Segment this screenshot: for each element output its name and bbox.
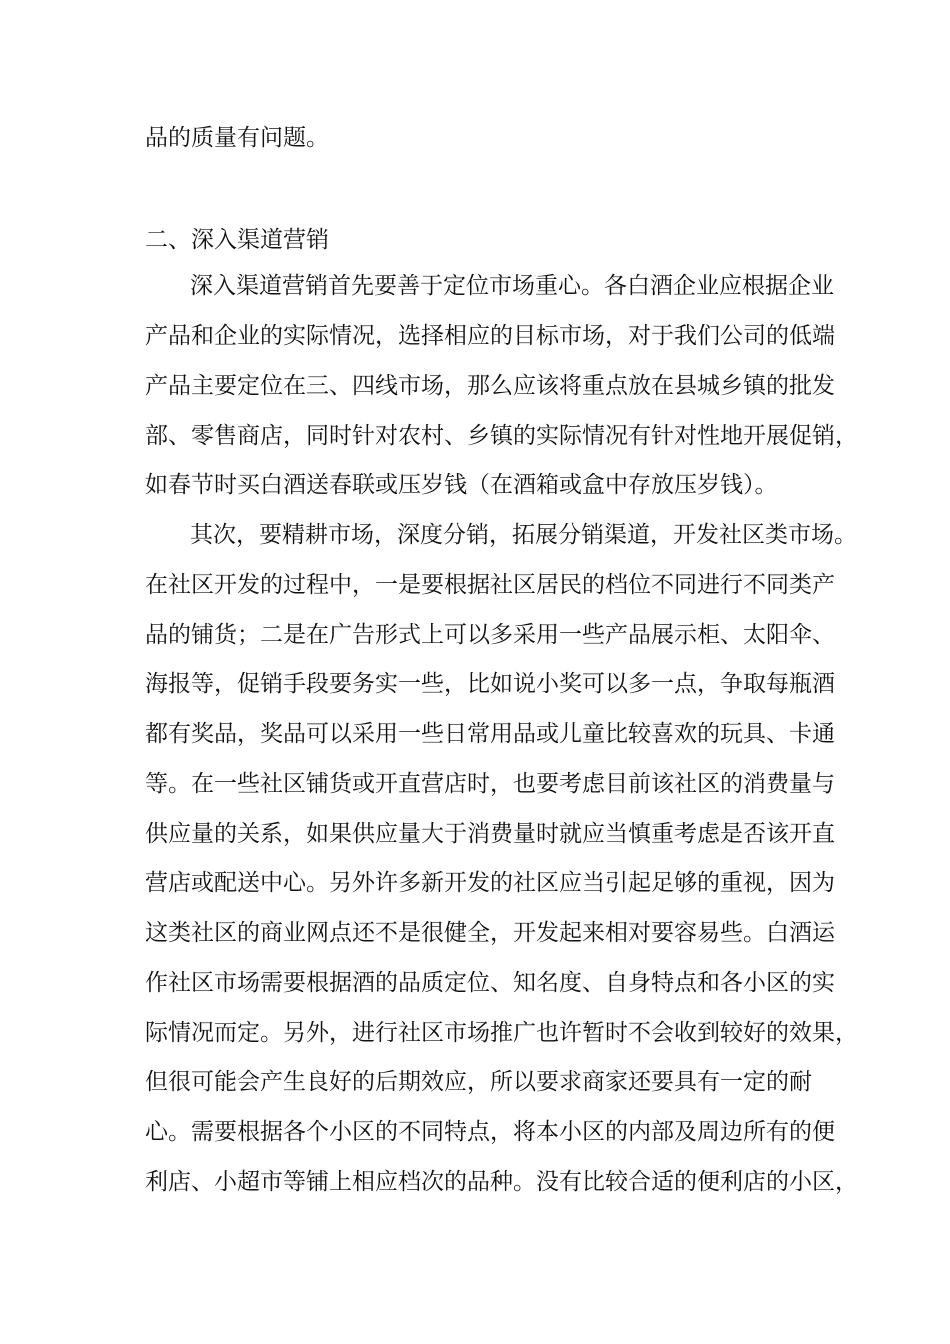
text-line: 作社区市场需要根据酒的品质定位、知名度、自身特点和各小区的实: [145, 970, 835, 996]
text-line: 如春节时买白酒送春联或压岁钱（在酒箱或盒中存放压岁钱）。: [145, 472, 778, 498]
text-line: 部、零售商店，同时针对农村、乡镇的实际情况有针对性地开展促销，: [145, 423, 858, 449]
text-line: 产品和企业的实际情况，选择相应的目标市场，对于我们公司的低端: [145, 323, 835, 349]
text-line: 等。在一些社区铺货或开直营店时，也要考虑目前该社区的消费量与: [145, 771, 835, 797]
text-line: 深入渠道营销首先要善于定位市场重心。各白酒企业应根据企业: [190, 273, 834, 299]
text-line: 品的质量有问题。: [145, 125, 329, 151]
text-line: 其次，要精耕市场，深度分销，拓展分销渠道，开发社区类市场。: [190, 522, 857, 548]
text-line: 产品主要定位在三、四线市场，那么应该将重点放在县城乡镇的批发: [145, 373, 835, 399]
text-line: 在社区开发的过程中，一是要根据社区居民的档位不同进行不同类产: [145, 572, 835, 598]
text-line: 海报等，促销手段要务实一些，比如说小奖可以多一点，争取每瓶酒: [145, 671, 835, 697]
text-line: 这类社区的商业网点还不是很健全，开发起来相对要容易些。白酒运: [145, 920, 835, 946]
text-line: 品的铺货；二是在广告形式上可以多采用一些产品展示柜、太阳伞、: [145, 622, 835, 648]
section-heading: 二、深入渠道营销: [145, 227, 329, 253]
text-line: 际情况而定。另外，进行社区市场推广也许暂时不会收到较好的效果，: [145, 1020, 858, 1046]
text-line: 心。需要根据各个小区的不同特点，将本小区的内部及周边所有的便: [145, 1119, 835, 1145]
text-line: 但很可能会产生良好的后期效应，所以要求商家还要具有一定的耐: [145, 1069, 812, 1095]
text-line: 供应量的关系，如果供应量大于消费量时就应当慎重考虑是否该开直: [145, 821, 835, 847]
text-line: 营店或配送中心。另外许多新开发的社区应当引起足够的重视，因为: [145, 870, 835, 896]
text-line: 利店、小超市等铺上相应档次的品种。没有比较合适的便利店的小区，: [145, 1169, 858, 1195]
text-line: 都有奖品，奖品可以采用一些日常用品或儿童比较喜欢的玩具、卡通: [145, 721, 835, 747]
